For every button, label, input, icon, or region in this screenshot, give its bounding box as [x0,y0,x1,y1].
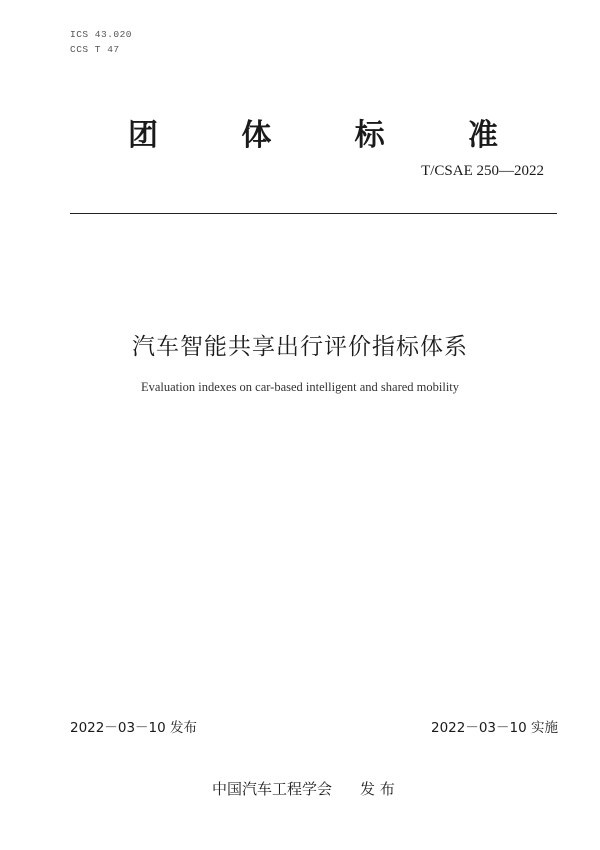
publish-date: 2022－03－10 发布 [70,720,198,736]
standard-number: T/CSAE 250—2022 [421,163,544,179]
title-english: Evaluation indexes on car-based intelligent and shared mobility [140,380,460,394]
publisher-line [212,778,395,799]
doc-type-char: 团 [128,118,158,153]
document-type-heading [128,110,498,154]
header-divider [70,213,557,214]
title-chinese: 汽车智能共享出行评价指标体系 [132,334,468,360]
doc-type-char: 准 [467,118,498,153]
publisher-action: 发 布 [360,780,395,798]
publisher-name: 中国汽车工程学会 [212,780,333,798]
ccs-code: CCS T 47 [70,44,120,55]
doc-type-char: 标 [354,118,385,153]
doc-type-char: 体 [241,118,272,153]
implementation-date: 2022－03－10 实施 [430,720,558,736]
ics-code: ICS 43.020 [70,29,133,40]
